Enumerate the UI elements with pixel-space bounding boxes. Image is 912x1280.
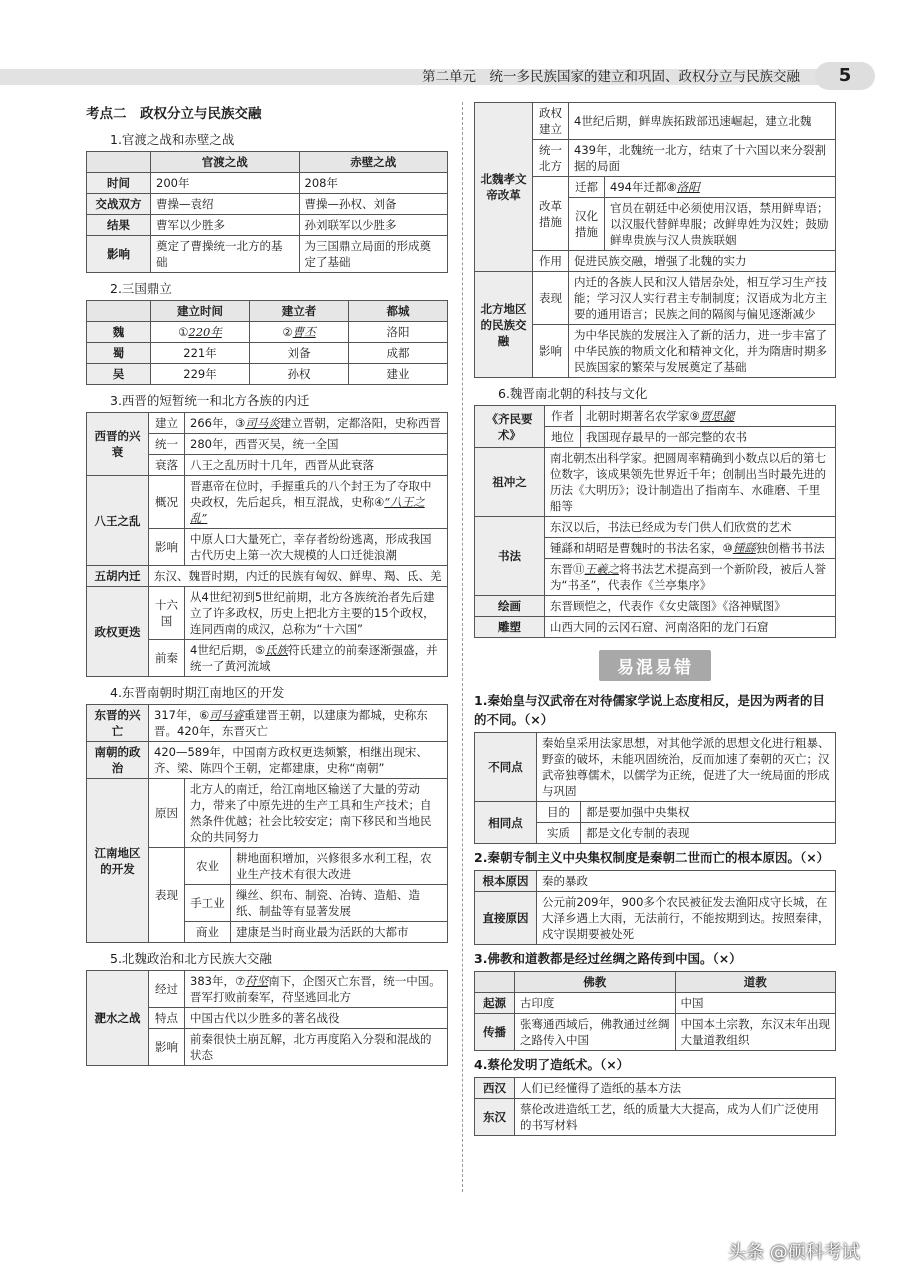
table-cell [250,322,349,343]
answer-blank: “八王之乱” [190,495,425,525]
table-q2 [474,870,836,945]
table-cell: 4世纪后期，鲜卑族拓跋部迅速崛起，建立北魏 [569,103,836,140]
row-label: 作者 [545,406,581,427]
table-jiangnan [86,704,448,943]
table-cell: 蔡伦改进造纸工艺，纸的质量大大提高，成为人们广泛使用的书写材料 [515,1099,836,1136]
text-span: 北朝时期著名农学家⑨ [586,409,700,423]
table-row [475,871,836,892]
table-q1 [474,732,836,844]
easily-confused-banner [474,650,836,681]
table-cell [149,705,448,742]
row-label: 表现 [533,272,569,325]
table-row [87,364,448,385]
row-label: 直接原因 [475,892,537,945]
text-span: 383年，⑦ [190,974,246,988]
table-row [87,779,448,848]
header-cell: 建立者 [250,301,349,322]
column-divider [462,102,463,1192]
row-label: 前秦 [149,640,185,677]
header-cell: 道教 [675,972,836,993]
answer-blank: 220年 [188,325,222,339]
row-label: 特点 [149,1008,185,1029]
table-row [475,406,836,427]
table-cell: 北方人的南迁，给江南地区输送了大量的劳动力，带来了中原先进的生产工具和生产技术；自然条件优越；社会比较安定；南下移民和当地民众的共同努力 [185,779,448,848]
group-label: 北魏孝文帝改革 [475,103,533,272]
group-label: 八王之乱 [87,476,149,566]
table-cell: 中国古代以少胜多的著名战役 [185,1008,448,1029]
row-label: 东汉 [475,1099,515,1136]
row-label: 实质 [537,823,581,844]
row-label: 传播 [475,1014,515,1051]
group-label: 政权更迭 [87,587,149,677]
table-row [87,194,448,215]
table-row [87,476,448,529]
text-span: 锺繇和胡昭是曹魏时的书法名家，⑩ [550,541,733,555]
row-label: 改革措施 [533,177,569,251]
table4-title: 4.东晋南朝时期江南地区的开发 [110,685,285,700]
table-cell [185,413,448,434]
row-label: 影响 [533,325,569,378]
row-label: 衰落 [149,455,185,476]
answer-blank: 氐族 [265,643,289,657]
table-cell: 秦始皇采用法家思想，对其他学派的思想文化进行粗暴、野蛮的破坏，未能巩固统治，反而加速了秦朝的灭亡；汉武帝独尊儒术，以儒学为正统，促进了大一统局面的形成与巩固 [537,733,836,802]
row-label: 原因 [149,779,185,848]
table-row [87,413,448,434]
row-label: 统一 [149,434,185,455]
table6-title: 6.魏晋南北朝的科技与文化 [498,386,648,401]
text-span: 266年，③ [190,416,246,430]
table-cell: 公元前209年，900多个农民被征发去渔阳戍守长城，在大泽乡遇上大雨，无法前行，不能按期到达。按照秦律，戍守误期要被处死 [537,892,836,945]
table-row [475,517,836,538]
header-cell [87,301,151,322]
group-label: 东晋的兴亡 [87,705,149,742]
table-row [475,103,836,140]
row-label: 统一北方 [533,140,569,177]
answer-blank: 洛阳 [676,180,700,194]
table2-title: 2.三国鼎立 [110,281,172,296]
text-span: 晋惠帝在位时，手握重兵的八个封王为了夺取中央政权，先后起兵，相互混战，史称④ [190,479,432,509]
table-cell: 东汉以后，书法已经成为专门供人们欣赏的艺术 [545,517,836,538]
table-cell: 南北朝杰出科学家。把圆周率精确到小数点以后的第七位数字，该成果领先世界近千年；创制出当时最先进的历法《大明历》；设计制造出了指南车、水碓磨、千里船等 [545,448,836,517]
table-row [475,1014,836,1051]
left-column [86,102,448,1066]
table-row [87,343,448,364]
blank-number: ① [178,325,189,339]
table-cell: 刘备 [250,343,349,364]
row-label: 交战双方 [87,194,151,215]
group-label: 绘画 [475,596,545,617]
table-cell: 秦的暴政 [537,871,836,892]
table-cell: 200年 [151,173,300,194]
row-label: 西汉 [475,1078,515,1099]
unit-title: 第二单元 统一多民族国家的建立和巩固、政权分立与民族交融 [422,69,800,85]
header-cell [87,152,151,173]
table-cell: 曹军以少胜多 [151,215,300,236]
row-label: 影响 [149,529,185,566]
table-cell: 山西大同的云冈石窟、河南洛阳的龙门石窟 [545,617,836,638]
page-number: 5 [815,62,875,90]
table-q4 [474,1077,836,1136]
row-label: 建立 [149,413,185,434]
table3-title: 3.西晋的短暂统一和北方各族的内迁 [110,393,310,408]
table-cell [545,559,836,596]
table-row [475,1078,836,1099]
sub-label: 迁都 [569,177,605,198]
table-header-row [87,152,448,173]
table-cell: 孙刘联军以少胜多 [299,215,448,236]
table-row [475,617,836,638]
table-guandu-chibi [86,151,448,273]
group-label: 江南地区的开发 [87,779,149,943]
answer-blank: 王羲之 [584,562,619,576]
group-label: 相同点 [475,802,537,844]
table-cell [185,971,448,1008]
table-cell [185,640,448,677]
table-cell: 成都 [349,343,448,364]
group-label: 雕塑 [475,617,545,638]
right-column [474,102,836,1136]
banner-title: 易混易错 [599,650,711,681]
text-span: 将书法艺术提高到一个新阶段，被后人誉为“书圣”，代表作《兰亭集序》 [550,562,826,592]
row-label: 目的 [537,802,581,823]
table-cell: 促进民族交融，增强了北魏的实力 [569,251,836,272]
header-cell: 佛教 [515,972,676,993]
table-cell: 孙权 [250,364,349,385]
text-span: 建立晋朝，定都洛阳，史称西晋 [279,416,441,430]
table-cell: 建业 [349,364,448,385]
question-1: 1.秦始皇与汉武帝在对待儒家学说上态度相反，是因为两者的目的不同。（×） [474,693,825,727]
table-cell: 内迁的各族人民和汉人错居杂处，相互学习生产技能；学习汉人实行君主专制制度；汉语成为北方主要的通用语言；民族之间的隔阂与偏见逐渐减少 [569,272,836,325]
table-cell: 中国本土宗教，东汉末年出现大量道教组织 [675,1014,836,1051]
text-span: 重建晋王朝，以建康为都城，史称东晋。420年，东晋灭亡 [154,708,428,738]
table-cell: 东汉、魏晋时期，内迁的民族有匈奴、鲜卑、羯、氐、羌 [149,566,448,587]
table-row [87,566,448,587]
table-cell: 洛阳 [349,322,448,343]
answer-blank: 苻坚 [245,974,269,988]
table-cell: 曹操—孙权、刘备 [299,194,448,215]
row-label: 作用 [533,251,569,272]
header-cell: 都城 [349,301,448,322]
table-row [87,742,448,779]
text-span: 4世纪后期，⑤ [190,643,266,657]
table-row [87,322,448,343]
group-label: 西晋的兴衰 [87,413,149,476]
table5-title: 5.北魏政治和北方民族大交融 [110,951,272,966]
table-row [475,448,836,517]
table-row [87,971,448,1008]
watermark: 头条 @硕科考试 [728,1242,860,1263]
table-row [475,802,836,823]
sub-label: 汉化措施 [569,198,605,251]
group-label: 祖冲之 [475,448,545,517]
question-4: 4.蔡伦发明了造纸术。（×） [474,1057,630,1072]
table-science-culture [474,405,836,638]
text-span: 317年，⑥ [154,708,210,722]
question-3: 3.佛教和道教都是经过丝绸之路传到中国。（×） [474,951,742,966]
row-label: 魏 [87,322,151,343]
table-cell [605,177,836,198]
table-cell: 张骞通西域后，佛教通过丝绸之路传入中国 [515,1014,676,1051]
table-cell: 中国 [675,993,836,1014]
table-cell: 建康是当时商业最为活跃的大都市 [231,922,448,943]
table-cell: 曹操—袁绍 [151,194,300,215]
row-label: 十六国 [149,587,185,640]
sub-label: 手工业 [185,885,231,922]
text-span: 494年迁都⑧ [610,180,677,194]
table-cell: 280年，西晋灭吴，统一全国 [185,434,448,455]
table-cell: 中原人口大量死亡，幸存者纷纷逃离，形成我国古代历史上第一次大规模的人口迁徙浪潮 [185,529,448,566]
row-label: 结果 [87,215,151,236]
group-label: 《齐民要术》 [475,406,545,448]
group-label: 南朝的政治 [87,742,149,779]
table-row [87,705,448,742]
table-cell: 我国现存最早的一部完整的农书 [581,427,836,448]
table-cell: 前秦很快土崩瓦解，北方再度陷入分裂和混战的状态 [185,1029,448,1066]
table-row [87,215,448,236]
row-label: 起源 [475,993,515,1014]
answer-blank: 司马炎 [245,416,280,430]
table-row [475,596,836,617]
table-cell [151,322,250,343]
blank-number: ② [282,325,293,339]
table-cell [185,476,448,529]
header-cell [475,972,515,993]
answer-blank: 锺繇 [732,541,756,555]
header-cell: 建立时间 [151,301,250,322]
group-label: 淝水之战 [87,971,149,1066]
table-q3 [474,971,836,1051]
group-label: 不同点 [475,733,537,802]
row-label: 影响 [87,236,151,273]
table-header-row [87,301,448,322]
table-row [87,173,448,194]
table-row [475,993,836,1014]
table-northern-wei [474,102,836,378]
header-cell: 官渡之战 [151,152,300,173]
table1-title: 1.官渡之战和赤壁之战 [110,132,235,147]
table-row [475,733,836,802]
table-cell [581,406,836,427]
table-row [475,1099,836,1136]
question-2: 2.秦朝专制主义中央集权制度是秦朝二世而亡的根本原因。（×） [474,850,830,865]
row-label: 时间 [87,173,151,194]
table-cell: 为三国鼎立局面的形成奠定了基础 [299,236,448,273]
table-cell: 东晋顾恺之，代表作《女史箴图》《洛神赋图》 [545,596,836,617]
table-header-row [475,972,836,993]
row-label: 表现 [149,848,185,943]
table-row [87,587,448,640]
answer-blank: 司马睿 [209,708,244,722]
table-cell: 官员在朝廷中必须使用汉语，禁用鲜卑语；以汉服代替鲜卑服；改鲜卑姓为汉姓；鼓励鲜卑贵族与汉人贵族联姻 [605,198,836,251]
table-cell: 420—589年，中国南方政权更迭频繁，相继出现宋、齐、梁、陈四个王朝，定都建康，史称“南朝” [149,742,448,779]
group-label: 书法 [475,517,545,596]
table-cell [545,538,836,559]
table-cell: 都是文化专制的表现 [581,823,836,844]
table-cell: 221年 [151,343,250,364]
row-label: 蜀 [87,343,151,364]
table-cell: 耕地面积增加，兴修很多水利工程，农业生产技术有很大改进 [231,848,448,885]
table-western-jin [86,412,448,677]
table-cell: 人们已经懂得了造纸的基本方法 [515,1078,836,1099]
table-cell: 208年 [299,173,448,194]
row-label: 概况 [149,476,185,529]
table-row [87,236,448,273]
table-cell: 为中华民族的发展注入了新的活力，进一步丰富了中华民族的物质文化和精神文化，并为隋唐时期多民族国家的繁荣与发展奠定了基础 [569,325,836,378]
table-row [475,892,836,945]
table-cell: 都是要加强中央集权 [581,802,836,823]
group-label: 五胡内迁 [87,566,149,587]
table-cell: 古印度 [515,993,676,1014]
table-cell: 从4世纪初到5世纪前期，北方各族统治者先后建立了许多政权，历史上把北方主要的15个政权，连同西南的成汉，总称为“十六国” [185,587,448,640]
sub-label: 商业 [185,922,231,943]
row-label: 吴 [87,364,151,385]
table-cell: 奠定了曹操统一北方的基础 [151,236,300,273]
text-span: 独创楷书书法 [755,541,825,555]
table-cell: 439年，北魏统一北方，结束了十六国以来分裂割据的局面 [569,140,836,177]
answer-blank: 贾思勰 [699,409,735,423]
row-label: 政权建立 [533,103,569,140]
text-span: 东晋⑪ [550,562,585,576]
row-label: 地位 [545,427,581,448]
section-title: 考点二 政权分立与民族交融 [86,106,262,122]
group-label: 北方地区的民族交融 [475,272,533,378]
row-label: 根本原因 [475,871,537,892]
page-header [0,62,912,92]
text-span: 南下，企图灭亡东晋，统一中国。晋军打败前秦军，苻坚逃回北方 [190,974,441,1004]
sub-label: 农业 [185,848,231,885]
row-label: 经过 [149,971,185,1008]
row-label: 影响 [149,1029,185,1066]
table-row [475,272,836,325]
table-three-kingdoms [86,300,448,385]
table-cell: 缫丝、织布、制瓷、冶铸、造船、造纸、制盐等有显著发展 [231,885,448,922]
table-feishui [86,970,448,1066]
answer-blank: 曹丕 [292,325,316,339]
table-cell: 八王之乱历时十几年，西晋从此衰落 [185,455,448,476]
header-cell: 赤壁之战 [299,152,448,173]
table-cell: 229年 [151,364,250,385]
text-span: 符氏建立的前秦逐渐强盛，并统一了黄河流域 [190,643,438,673]
